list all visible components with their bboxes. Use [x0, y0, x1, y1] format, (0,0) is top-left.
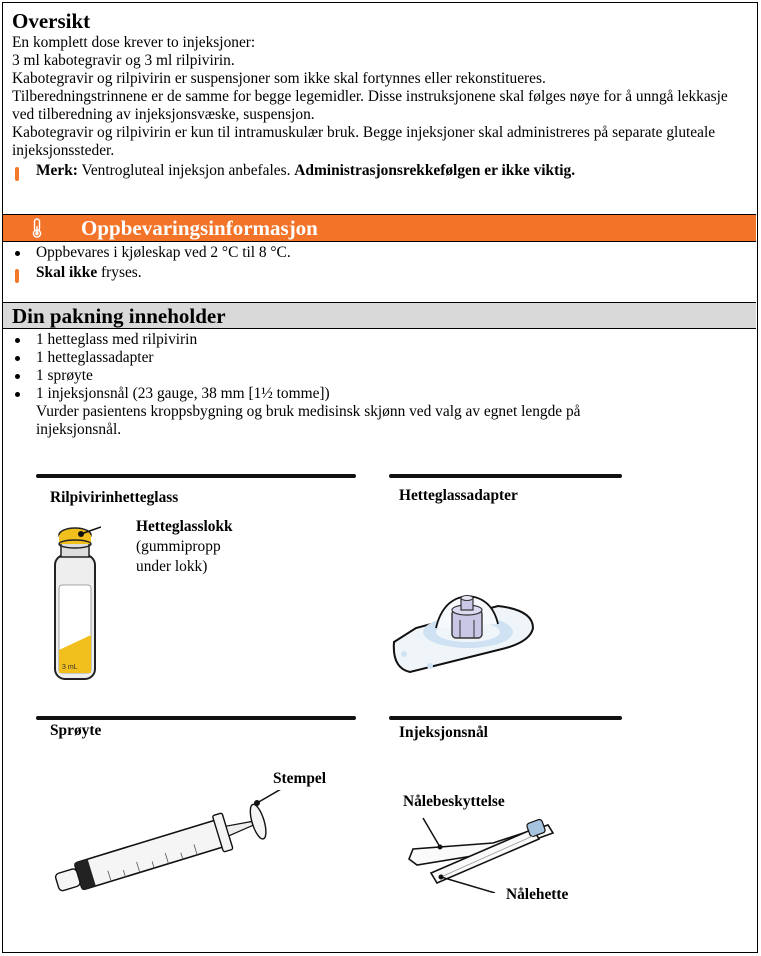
overview-line-2: 3 ml kabotegravir og 3 ml rilpivirin. [12, 52, 235, 69]
warning-emphasis: Skal ikke [36, 264, 98, 281]
needle-caption: Injeksjonsnål [399, 724, 488, 741]
storage-warning [12, 264, 747, 282]
package-item: 1 hetteglassadapter [12, 349, 747, 367]
thermometer-icon [31, 218, 43, 238]
divider-rule [389, 716, 622, 720]
syringe-illustration [43, 790, 293, 900]
package-item: 1 injeksjonsnål (23 gauge, 38 mm [1½ tomme]) [12, 385, 747, 403]
storage-header [3, 214, 756, 242]
warning-bar-icon [15, 269, 19, 283]
needle-advice: Vurder pasientens kroppsbygning og bruk medisinsk skjønn ved valg av egnet lengde på injeksjonsnål. [36, 403, 581, 438]
package-header [3, 302, 756, 329]
vial-caption: Rilpivirinhetteglass [50, 489, 179, 506]
overview-line-3: Kabotegravir og rilpivirin er suspensjoner som ikke skal fortynnes eller rekonstitueres. [12, 70, 546, 87]
vial-volume: 3 mL [62, 664, 78, 671]
overview-line-1: En komplett dose krever to injeksjoner: [12, 34, 256, 51]
overview-note [12, 162, 747, 180]
storage-title: Oppbevaringsinformasjon [81, 216, 318, 240]
note-emphasis: Administrasjonsrekkefølgen er ikke viktig. [294, 162, 576, 179]
package-item: 1 hetteglass med rilpivirin [12, 331, 747, 349]
package-item: 1 sprøyte [12, 367, 747, 385]
divider-rule [389, 474, 622, 478]
overview-line-4: Tilberedningstrinnene er de samme for begge legemidler. Disse instruksjonene skal følges nøye for å unngå lekkasje ved tilberedning av injeksjonsvæske, suspensjon. [12, 88, 728, 123]
package-section [3, 329, 756, 439]
vial-adapter-illustration [388, 588, 548, 678]
vial-cap-callout-text: (gummipropp [136, 538, 221, 555]
vial-cap-callout-text: under lokk) [136, 558, 208, 575]
storage-bullet: Oppbevares i kjøleskap ved 2 °C til 8 °C. [12, 244, 747, 262]
needle-illustration [403, 813, 563, 893]
note-text: Ventrogluteal injeksjon anbefales. [77, 162, 295, 179]
needle-cap-callout: Nålehette [506, 886, 569, 903]
plunger-callout: Stempel [273, 770, 327, 787]
overview-line-5: Kabotegravir og rilpivirin er kun til intramuskulær bruk. Begge injeksjoner skal administreres på separate gluteale injeksjonssteder. [12, 124, 716, 159]
vial-illustration [51, 525, 101, 685]
divider-rule [36, 474, 356, 478]
divider-rule [36, 716, 356, 720]
overview-title: Oversikt [12, 9, 91, 33]
warning-text: fryses. [97, 264, 142, 281]
syringe-caption: Sprøyte [50, 722, 102, 739]
storage-section [3, 242, 756, 302]
instruction-page [2, 2, 758, 953]
needle-guard-callout: Nålebeskyttelse [403, 793, 505, 810]
overview-section [3, 3, 756, 214]
vial-cap-callout-title: Hetteglasslokk [136, 518, 233, 535]
package-title: Din pakning inneholder [12, 304, 226, 328]
adapter-caption: Hetteglassadapter [399, 487, 518, 504]
note-label: Merk: [36, 162, 78, 179]
warning-bar-icon [15, 167, 19, 181]
